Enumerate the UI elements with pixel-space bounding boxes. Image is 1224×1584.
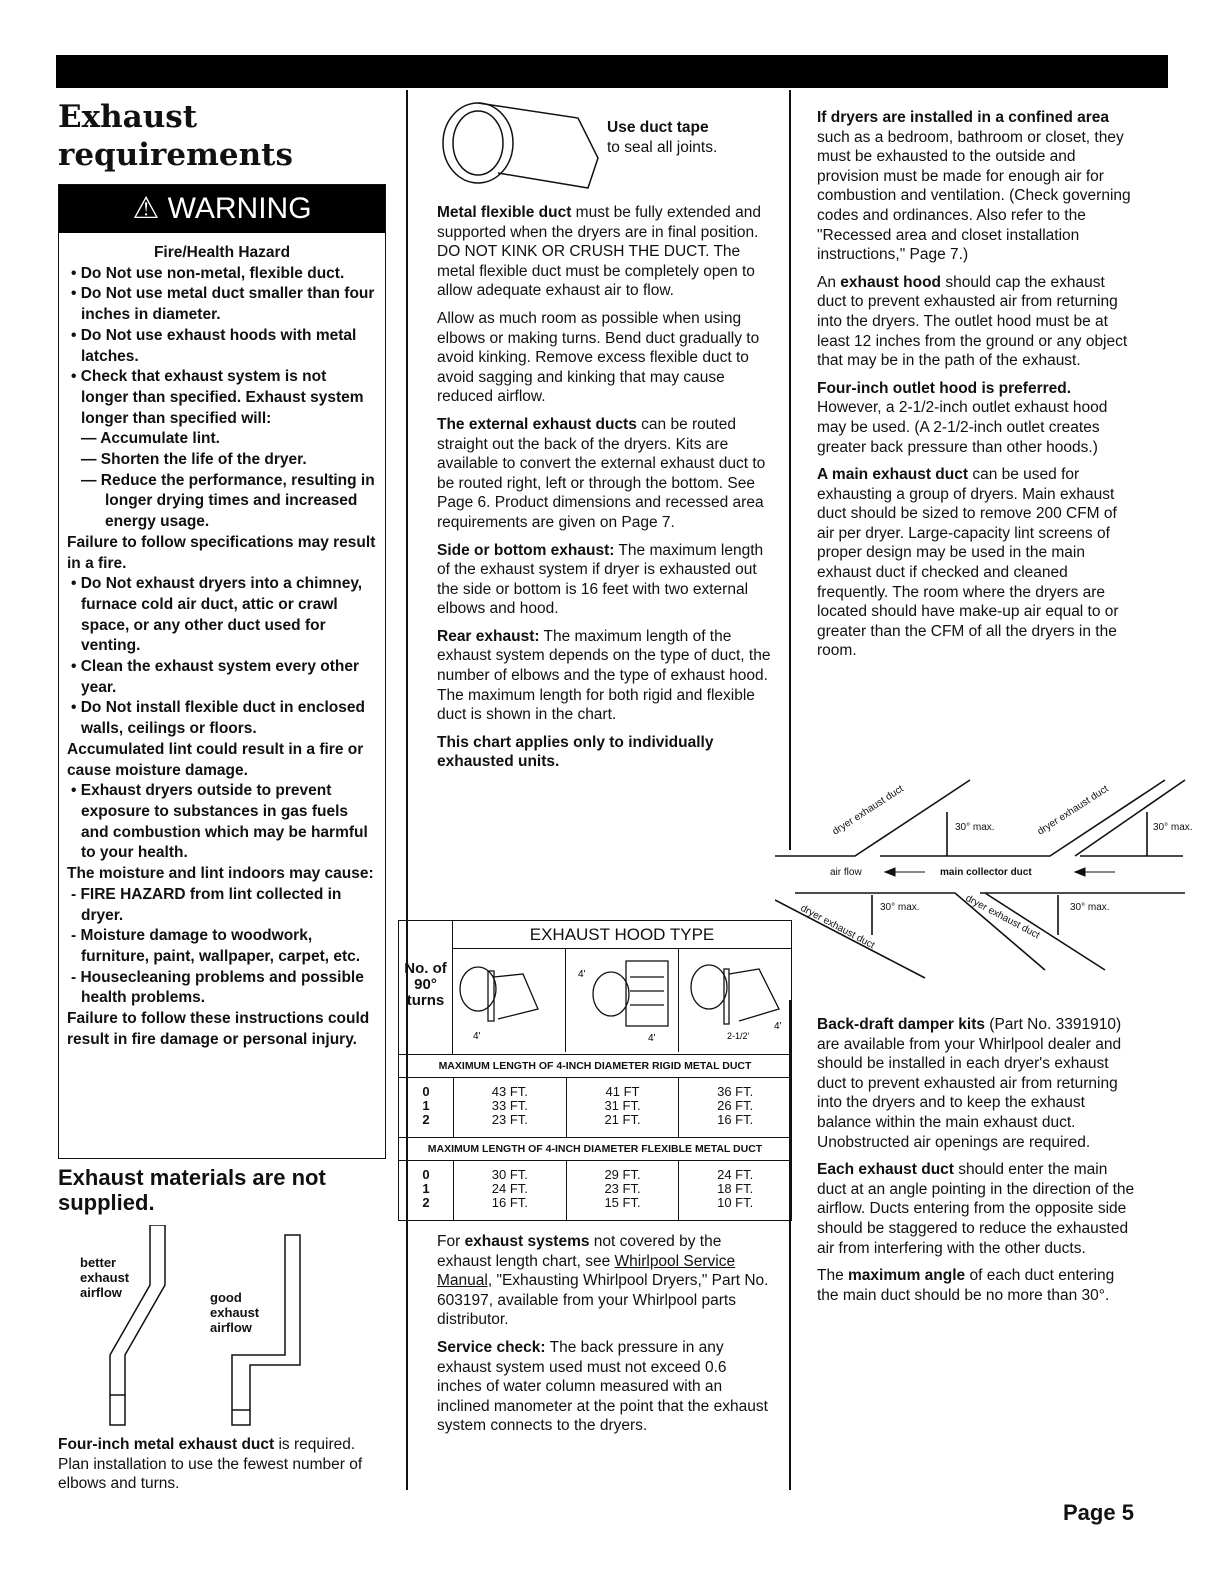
- collector-duct-diagram: [775, 760, 1195, 980]
- warning-line: • Do Not install flexible duct in enclosed walls, ceilings or floors.: [71, 699, 365, 738]
- warning-line: - Housecleaning problems and possible health problems.: [71, 968, 364, 1007]
- hood-type-header: EXHAUST HOOD TYPE: [453, 921, 791, 949]
- paragraph: An exhaust hood should cap the exhaust duct to prevent exhausted air from returning into the dryers. The outlet hood must be at least 12 inches from the ground or any object that may be in the path of the exhaust.: [817, 273, 1128, 370]
- hood-louvered-grille-icon: [566, 949, 679, 1052]
- flex-louvered-cap: 30 FT. 24 FT. 16 FT.: [454, 1161, 567, 1220]
- warning-line: - Moisture damage to woodwork, furniture, paint, wallpaper, carpet, etc.: [71, 927, 361, 965]
- paragraph: Each exhaust duct should enter the main duct at an angle pointing in the direction of the airflow. Ducts entering from the opposite side should be staggered to reduce the exhausted air from interfering with the other ducts.: [817, 1161, 1135, 1257]
- svg-text:main collector duct: main collector duct: [940, 867, 1032, 878]
- warning-line: • Exhaust dryers outside to prevent exposure to substances in gas fuels and combustion which may be harmful to your health.: [71, 782, 368, 862]
- middle-after-text: [437, 1232, 772, 1444]
- svg-text:30° max.: 30° max.: [1070, 902, 1110, 913]
- warning-line: • Do Not use non-metal, flexible duct.: [71, 264, 345, 282]
- paragraph: This chart applies only to individually exhausted units.: [437, 733, 714, 771]
- svg-text:dryer exhaust duct: dryer exhaust duct: [830, 783, 906, 838]
- paragraph: A main exhaust duct can be used for exhausting a group of dryers. Main exhaust duct should be sized to remove 200 CFM of air per dryer. Large-capacity lint screens of proper design may be used in the main exhaust duct if checked and cleaned frequently. The room where the dryers are located should have make-up air equal to or greater than the CFM of all the dryers in the room.: [817, 466, 1119, 660]
- service-manual-link[interactable]: Whirlpool Service Manual,: [437, 1252, 736, 1290]
- warning-line: — Reduce the performance, resulting in longer drying times and increased energy usage.: [81, 471, 375, 531]
- warning-line: • Do Not exhaust dryers into a chimney, furnace cold air duct, attic or crawl space, or any other duct used for venting.: [71, 575, 363, 655]
- svg-text:2-1/2': 2-1/2': [727, 1031, 750, 1041]
- paragraph: Four-inch outlet hood is preferred. However, a 2-1/2-inch outlet exhaust hood may be used. (A 2-1/2-inch outlet creates greater back pressure than other hoods.): [817, 379, 1108, 456]
- warning-box: [58, 184, 386, 1159]
- warning-triangle-icon: ⚠: [132, 192, 168, 225]
- duct-tape-icon: [438, 98, 603, 193]
- column-divider: [789, 90, 791, 850]
- paragraph: Rear exhaust: The maximum length of the exhaust system depends on the type of duct, the number of elbows and the type of exhaust hood. The maximum length for both rigid and flexible duct is shown in the chart.: [437, 627, 771, 724]
- flexible-duct-title: MAXIMUM LENGTH OF 4-INCH DIAMETER FLEXIBLE METAL DUCT: [427, 1143, 763, 1155]
- svg-text:dryer exhaust duct: dryer exhaust duct: [798, 902, 877, 952]
- flex-small-cap: 24 FT. 18 FT. 10 FT.: [717, 1167, 754, 1210]
- left-footer-paragraph: Four-inch metal exhaust duct is required. Plan installation to use the fewest number of elbows and turns.: [58, 1436, 363, 1493]
- paragraph: The maximum angle of each duct entering the main duct should be no more than 30°.: [817, 1267, 1115, 1304]
- warning-line: Failure to follow these instructions could result in fire damage or personal injury.: [67, 1010, 370, 1048]
- warning-line: — Accumulate lint.: [81, 430, 220, 448]
- warning-header: [59, 185, 385, 233]
- warning-line: Fire/Health Hazard: [153, 244, 291, 261]
- better-label: better exhaust airflow: [80, 1255, 130, 1300]
- svg-text:air flow: air flow: [830, 867, 862, 878]
- right-column-text: [817, 108, 1137, 669]
- paragraph: The external exhaust ducts can be routed straight out the back of the dryers. Kits are available to convert the external exhaust duct to be routed right, left or through the bottom. See Page 6. Product dimensions and recessed area requirements are given on Page 7.: [437, 415, 766, 531]
- svg-text:dryer exhaust duct: dryer exhaust duct: [1035, 783, 1111, 838]
- paragraph: If dryers are installed in a confined area such as a bedroom, bathroom or closet, they must be exhausted to the outside and provision must be made for enough air for combustion and ventilation. (Check governing codes and ordinances. Also refer to the "Recessed area and closet installation instructions," Page 7.): [817, 109, 1131, 264]
- paragraph: Back-draft damper kits (Part No. 3391910) are available from your Whirlpool dealer and should be installed in each dryer's exhaust duct to prevent exhausted air from returning into the dryers and to keep the exhaust balance within the main exhaust duct. Unobstructed air openings are required.: [817, 1016, 1122, 1151]
- exhaust-length-chart: [398, 920, 792, 1221]
- service-check-paragraph: Service check: The back pressure in any exhaust system used must not exceed 0.6 inches of water column measured with an inclined manometer at the point that the exhaust system connects to the dryers.: [437, 1338, 768, 1435]
- flex-grille: 29 FT. 23 FT. 15 FT.: [567, 1161, 680, 1220]
- page-title: Exhaust requirements: [58, 99, 293, 173]
- svg-text:dryer exhaust duct: dryer exhaust duct: [963, 892, 1042, 942]
- warning-line: • Check that exhaust system is not longer than specified. Exhaust system longer than specified will:: [71, 368, 364, 427]
- svg-text:4': 4': [578, 969, 586, 980]
- warning-line: • Do Not use exhaust hoods with metal latches.: [71, 326, 357, 365]
- svg-text:30° max.: 30° max.: [1153, 822, 1193, 833]
- warning-title: WARNING: [167, 192, 312, 225]
- paragraph: Metal flexible duct must be fully extended and supported when the dryers are in final position. DO NOT KINK OR CRUSH THE DUCT. The metal flexible duct must be completely open to allow adequate exhaust air to flow.: [437, 204, 761, 300]
- paragraph: Allow as much room as possible when using elbows or making turns. Bend duct gradually to avoid kinking. Remove excess flexible duct to avoid sagging and kinking that may cause reduced airflow.: [437, 309, 760, 406]
- rigid-grille: 41 FT 31 FT. 21 FT.: [567, 1078, 680, 1137]
- middle-column-text: [437, 203, 772, 780]
- rigid-duct-title: MAXIMUM LENGTH OF 4-INCH DIAMETER RIGID METAL DUCT: [438, 1060, 752, 1072]
- paragraph: Side or bottom exhaust: The maximum length of the exhaust system if dryer is exhausted out the side or bottom is 16 feet with two external elbows and hood.: [437, 541, 764, 618]
- service-manual-paragraph: For exhaust systems not covered by the exhaust length chart, see Whirlpool Service Manual, "Exhausting Whirlpool Dryers," Part No. 603197, available from your Whirlpool parts distributor.: [437, 1233, 769, 1329]
- rigid-louvered-cap: 43 FT. 33 FT. 23 FT.: [454, 1078, 567, 1137]
- turns-header: No. of 90° turns: [399, 921, 453, 1054]
- svg-text:4': 4': [648, 1033, 656, 1044]
- warning-line: The moisture and lint indoors may cause:: [67, 865, 374, 883]
- warning-line: — Shorten the life of the dryer.: [81, 451, 307, 469]
- svg-text:4': 4': [473, 1031, 481, 1042]
- turns-values: 0 1 2: [399, 1078, 454, 1137]
- rigid-small-cap: 36 FT. 26 FT. 16 FT.: [717, 1084, 754, 1127]
- svg-text:4': 4': [774, 1021, 782, 1032]
- good-label: good exhaust airflow: [210, 1290, 260, 1335]
- elbow-diagram: [70, 1225, 330, 1435]
- right-column-text-lower: [817, 1015, 1137, 1313]
- warning-line: Accumulated lint could result in a fire or cause moisture damage.: [67, 740, 364, 779]
- duct-tape-note: Use duct tape to seal all joints.: [607, 119, 718, 156]
- hood-louvered-cap-icon: [453, 949, 566, 1052]
- warning-line: • Do Not use metal duct smaller than four inches in diameter.: [71, 285, 375, 324]
- header-bar: [56, 55, 1168, 88]
- svg-text:30° max.: 30° max.: [955, 822, 995, 833]
- column-divider: [406, 90, 408, 1490]
- materials-heading: Exhaust materials are not supplied.: [58, 1165, 326, 1215]
- warning-line: Failure to follow specifications may result in a fire.: [67, 533, 376, 572]
- warning-line: • Clean the exhaust system every other year.: [71, 658, 359, 696]
- turns-values: 0 1 2: [399, 1161, 454, 1220]
- warning-text: [59, 233, 385, 1050]
- page-number: Page 5: [1063, 1500, 1134, 1525]
- warning-line: - FIRE HAZARD from lint collected in dryer.: [71, 885, 342, 924]
- svg-text:30° max.: 30° max.: [880, 902, 920, 913]
